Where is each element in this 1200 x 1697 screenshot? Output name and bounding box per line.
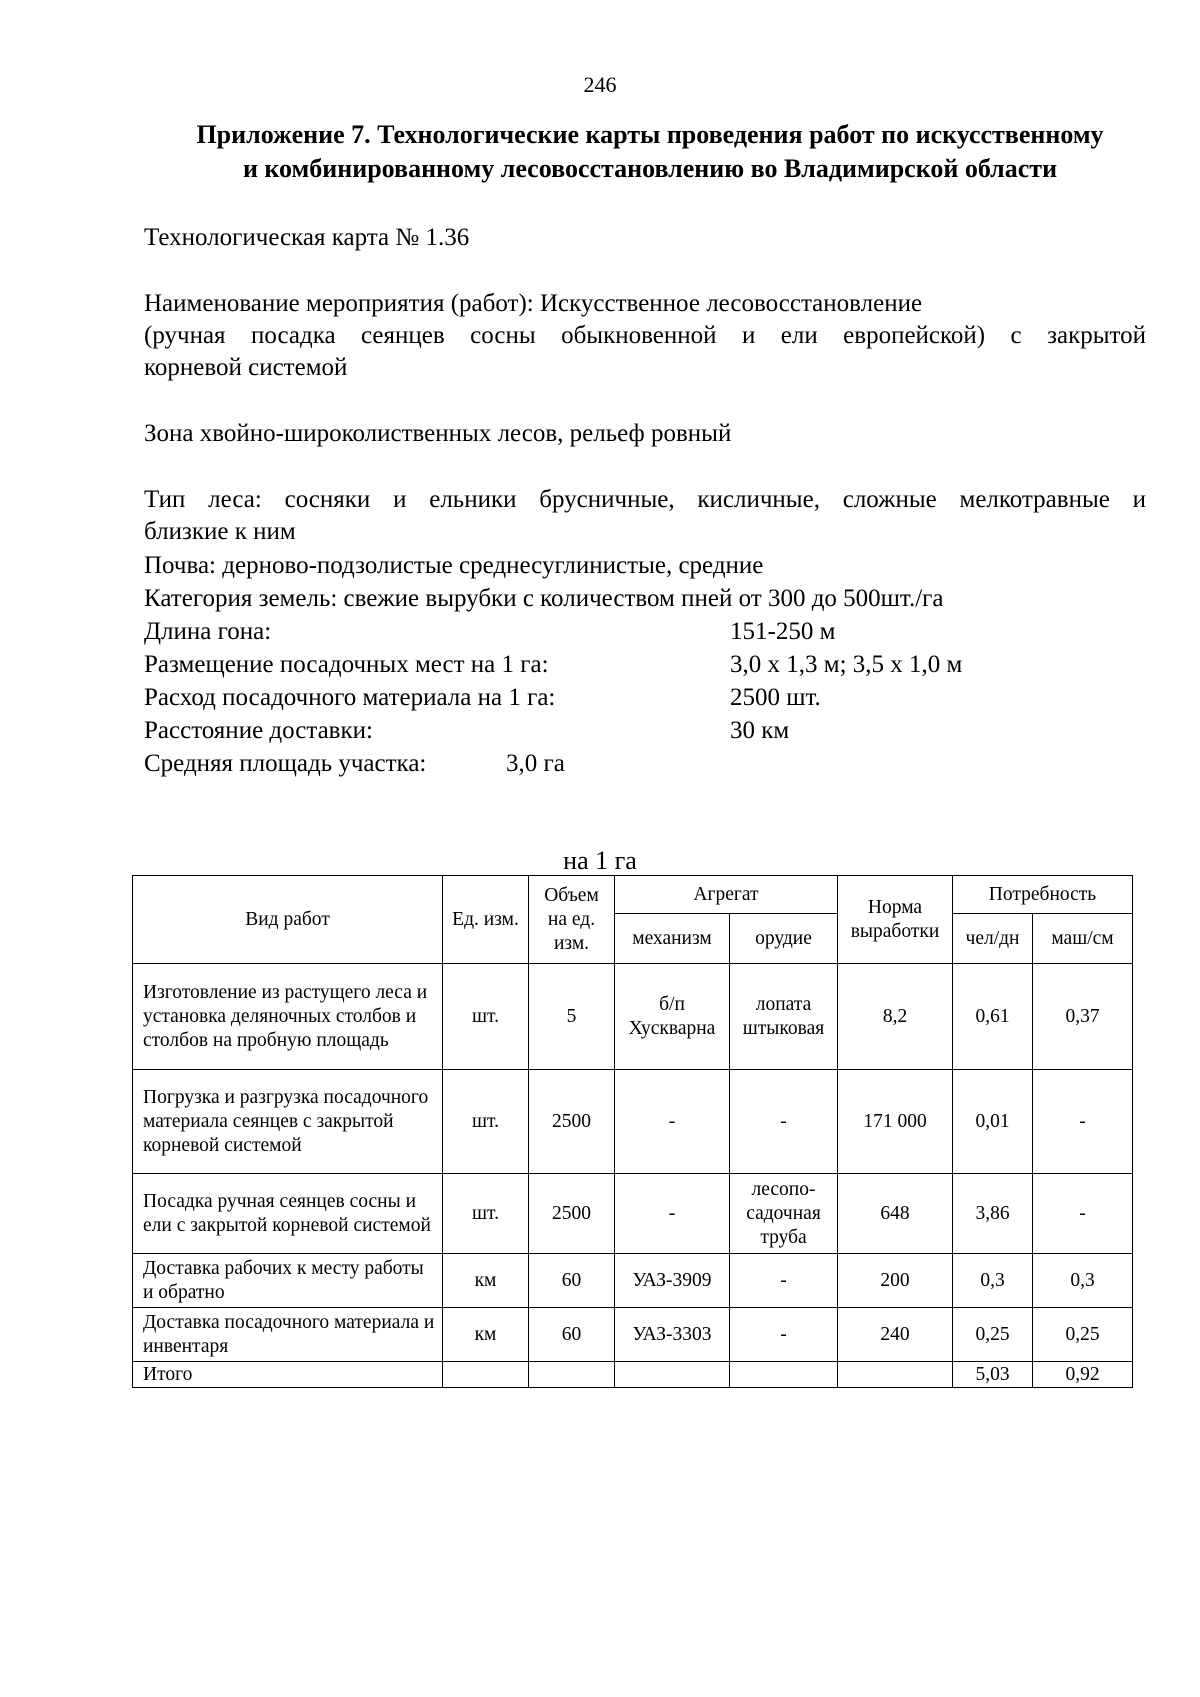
- cell-volume: 60: [529, 1308, 615, 1362]
- header-volume: Объем на ед. изм.: [529, 876, 615, 964]
- table-row: [133, 1174, 1133, 1254]
- param-value: 3,0 х 1,3 м; 3,5 х 1,0 м: [730, 651, 963, 678]
- forest-zone: Зона хвойно-широколиственных лесов, рельеф ровный: [144, 420, 732, 447]
- param-label: Средняя площадь участка:: [144, 750, 427, 777]
- land-category: Категория земель: свежие вырубки с количеством пней от 300 до 500шт./га: [144, 585, 944, 612]
- cell-mechanism: УАЗ-3303: [615, 1308, 730, 1362]
- table-caption: на 1 га: [563, 846, 637, 875]
- cell-norm: 8,2: [838, 964, 953, 1070]
- cell-mechanism: УАЗ-3909: [615, 1254, 730, 1308]
- table-row: [133, 1254, 1133, 1308]
- header-person-days: чел/дн: [953, 914, 1033, 964]
- soil-type: Почва: дерново-подзолистые среднесуглинистые, средние: [144, 552, 764, 579]
- empty-cell: [443, 1362, 529, 1388]
- param-label: Длина гона:: [144, 618, 272, 645]
- cell-unit: шт.: [443, 964, 529, 1070]
- param-value: 30 км: [730, 717, 790, 744]
- cell-person-days: 0,3: [953, 1254, 1033, 1308]
- cell-work: Посадка ручная сеянцев сосны и ели с закрытой корневой системой: [133, 1174, 443, 1254]
- header-machine-shifts: маш/см: [1033, 914, 1133, 964]
- total-label: Итого: [133, 1362, 443, 1388]
- cell-machine-shifts: -: [1033, 1174, 1133, 1254]
- activity-name-line1: Наименование мероприятия (работ): Искусственное лесовосстановление: [144, 290, 923, 317]
- cell-work: Доставка рабочих к месту работы и обратно: [133, 1254, 443, 1308]
- table-row: [133, 1070, 1133, 1174]
- forest-type-line2: близкие к ним: [144, 518, 296, 545]
- cell-volume: 5: [529, 964, 615, 1070]
- header-mechanism: механизм: [615, 914, 730, 964]
- cell-tool: лопата штыковая: [730, 964, 838, 1070]
- cell-tool: -: [730, 1308, 838, 1362]
- cell-work: Доставка посадочного материала и инвентаря: [133, 1308, 443, 1362]
- header-aggregate: Агрегат: [615, 876, 838, 914]
- cell-mechanism: -: [615, 1070, 730, 1174]
- cell-volume: 60: [529, 1254, 615, 1308]
- table-row: [133, 964, 1133, 1070]
- table-row: [133, 1308, 1133, 1362]
- appendix-title-line2: и комбинированному лесовосстановлению во Владимирской области: [242, 154, 1058, 183]
- param-value: 151-250 м: [730, 618, 836, 645]
- header-need: Потребность: [953, 876, 1133, 914]
- param-value: 2500 шт.: [730, 684, 821, 711]
- header-norm: Норма выработки: [838, 876, 953, 964]
- cell-work: Погрузка и разгрузка посадочного материала сеянцев с закрытой корневой системой: [133, 1070, 443, 1174]
- header-unit: Ед. изм.: [443, 876, 529, 964]
- cell-norm: 200: [838, 1254, 953, 1308]
- cell-unit: шт.: [443, 1070, 529, 1174]
- empty-cell: [529, 1362, 615, 1388]
- cell-tool: -: [730, 1070, 838, 1174]
- cell-person-days: 3,86: [953, 1174, 1033, 1254]
- param-label: Размещение посадочных мест на 1 га:: [144, 651, 549, 678]
- cell-person-days: 0,01: [953, 1070, 1033, 1174]
- header-tool: орудие: [730, 914, 838, 964]
- cell-tool: лесопо-садочная труба: [730, 1174, 838, 1254]
- param-label: Расход посадочного материала на 1 га:: [144, 684, 556, 711]
- cell-volume: 2500: [529, 1070, 615, 1174]
- page-number: 246: [583, 72, 617, 97]
- activity-name-line3: корневой системой: [144, 354, 348, 381]
- empty-cell: [615, 1362, 730, 1388]
- works-table: [132, 875, 1133, 1388]
- activity-name-line2: (ручная посадка сеянцев сосны обыкновенной и ели европейской) с закрытой: [144, 322, 1146, 349]
- cell-machine-shifts: 0,25: [1033, 1308, 1133, 1362]
- cell-unit: км: [443, 1254, 529, 1308]
- cell-mechanism: -: [615, 1174, 730, 1254]
- cell-person-days: 0,61: [953, 964, 1033, 1070]
- appendix-title-line1: Приложение 7. Технологические карты проведения работ по искусственному: [196, 120, 1104, 149]
- cell-machine-shifts: -: [1033, 1070, 1133, 1174]
- table-total-row: [133, 1362, 1133, 1388]
- cell-volume: 2500: [529, 1174, 615, 1254]
- cell-machine-shifts: 0,37: [1033, 964, 1133, 1070]
- cell-unit: км: [443, 1308, 529, 1362]
- cell-machine-shifts: 0,3: [1033, 1254, 1133, 1308]
- cell-tool: -: [730, 1254, 838, 1308]
- header-work-type: Вид работ: [133, 876, 443, 964]
- cell-norm: 240: [838, 1308, 953, 1362]
- cell-norm: 648: [838, 1174, 953, 1254]
- table-header-row: [133, 876, 1133, 914]
- empty-cell: [838, 1362, 953, 1388]
- forest-type-line1: Тип леса: сосняки и ельники брусничные, кисличные, сложные мелкотравные и: [144, 486, 1146, 513]
- param-label: Расстояние доставки:: [144, 717, 373, 744]
- cell-work: Изготовление из растущего леса и установка деляночных столбов и столбов на пробную площадь: [133, 964, 443, 1070]
- empty-cell: [730, 1362, 838, 1388]
- tech-map-number: Технологическая карта № 1.36: [144, 224, 470, 251]
- total-machine-shifts: 0,92: [1033, 1362, 1133, 1388]
- param-value: 3,0 га: [506, 750, 565, 777]
- cell-mechanism: б/п Хускварна: [615, 964, 730, 1070]
- total-person-days: 5,03: [953, 1362, 1033, 1388]
- cell-unit: шт.: [443, 1174, 529, 1254]
- cell-person-days: 0,25: [953, 1308, 1033, 1362]
- cell-norm: 171 000: [838, 1070, 953, 1174]
